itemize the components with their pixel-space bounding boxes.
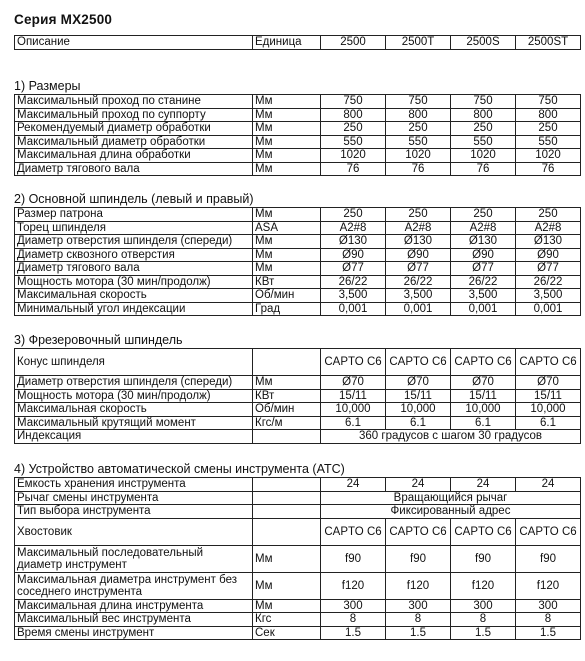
table-row: [15, 376, 581, 390]
row-value: 1.5: [516, 626, 581, 640]
row-value: f120: [386, 572, 451, 599]
row-value: f120: [321, 572, 386, 599]
row-unit: Об/мин: [253, 403, 321, 417]
row-value: 800: [516, 108, 581, 122]
table-row: [15, 491, 581, 505]
row-description: Минимальный угол индексации: [15, 302, 253, 316]
header-model: 2500ST: [516, 36, 581, 50]
table-row: [15, 208, 581, 222]
row-description: Размер патрона: [15, 208, 253, 222]
row-value: Ø90: [321, 248, 386, 262]
row-description: Рекомендуемый диаметр обработки: [15, 122, 253, 136]
row-description: Максимальный последовательный диаметр инструмент: [15, 545, 253, 572]
row-value: 8: [386, 613, 451, 627]
row-value: 8: [451, 613, 516, 627]
row-value: Ø70: [516, 376, 581, 390]
row-value: 0,001: [386, 302, 451, 316]
row-unit: Мм: [253, 149, 321, 163]
row-value: 26/22: [321, 275, 386, 289]
row-value: f90: [451, 545, 516, 572]
table-row: [15, 430, 581, 444]
header-description: Описание: [15, 36, 253, 50]
table-row: [15, 505, 581, 519]
table-row: [15, 248, 581, 262]
table-row: [15, 478, 581, 492]
row-description: Диаметр отверстия шпинделя (спереди): [15, 376, 253, 390]
table-row: [15, 613, 581, 627]
row-value: 550: [321, 135, 386, 149]
row-value: 300: [321, 599, 386, 613]
row-value: 250: [516, 122, 581, 136]
row-value: 750: [451, 95, 516, 109]
header-row: [15, 36, 581, 50]
row-description: Диаметр тягового вала: [15, 162, 253, 176]
row-value: 10,000: [516, 403, 581, 417]
row-value: 76: [451, 162, 516, 176]
row-unit: Мм: [253, 572, 321, 599]
row-value: CAPTO C6: [516, 518, 581, 545]
row-value: CAPTO C6: [451, 518, 516, 545]
row-description: Емкость хранения инструмента: [15, 478, 253, 492]
row-value: CAPTO C6: [451, 349, 516, 376]
row-value: A2#8: [516, 221, 581, 235]
row-value: f120: [451, 572, 516, 599]
row-value: 24: [321, 478, 386, 492]
table-row: [15, 95, 581, 109]
header-unit: Единица: [253, 36, 321, 50]
row-value: f90: [321, 545, 386, 572]
row-value: 800: [321, 108, 386, 122]
table-row: [15, 349, 581, 376]
row-value: A2#8: [386, 221, 451, 235]
row-value: 300: [516, 599, 581, 613]
row-description: Рычаг смены инструмента: [15, 491, 253, 505]
row-description: Диаметр тягового вала: [15, 262, 253, 276]
row-value: Ø70: [451, 376, 516, 390]
table-row: [15, 149, 581, 163]
table-row: [15, 302, 581, 316]
page-title: Серия МХ2500: [14, 12, 113, 27]
row-unit: Мм: [253, 135, 321, 149]
row-value: 26/22: [386, 275, 451, 289]
row-value: Ø77: [451, 262, 516, 276]
row-value: Ø70: [321, 376, 386, 390]
row-description: Максимальный крутящий момент: [15, 416, 253, 430]
row-value: 15/11: [451, 389, 516, 403]
row-value: 1020: [386, 149, 451, 163]
row-value: 24: [386, 478, 451, 492]
table-row: [15, 389, 581, 403]
row-unit: Мм: [253, 162, 321, 176]
row-description: Максимальная длина инструмента: [15, 599, 253, 613]
row-unit: Мм: [253, 208, 321, 222]
table-row: [15, 599, 581, 613]
row-value: 250: [386, 122, 451, 136]
row-value: 3,500: [321, 289, 386, 303]
spec-table-main-spindle: [14, 207, 581, 316]
row-value: 15/11: [321, 389, 386, 403]
row-value: 8: [516, 613, 581, 627]
row-value: CAPTO C6: [386, 349, 451, 376]
table-row: [15, 545, 581, 572]
table-row: [15, 626, 581, 640]
row-description: Время смены инструмент: [15, 626, 253, 640]
row-unit: Мм: [253, 545, 321, 572]
header-model: 2500S: [451, 36, 516, 50]
row-description: Максимальная диаметра инструмент без соседнего инструмента: [15, 572, 253, 599]
row-description: Тип выбора инструмента: [15, 505, 253, 519]
row-value: 8: [321, 613, 386, 627]
row-description: Максимальный проход по станине: [15, 95, 253, 109]
spec-header-table: [14, 35, 581, 50]
row-description: Диаметр отверстия шпинделя (спереди): [15, 235, 253, 249]
row-value: 76: [516, 162, 581, 176]
header-model: 2500: [321, 36, 386, 50]
row-value-span: 360 градусов с шагом 30 градусов: [321, 430, 581, 444]
row-value: A2#8: [451, 221, 516, 235]
row-value: 1020: [516, 149, 581, 163]
row-value: 750: [321, 95, 386, 109]
row-description: Мощность мотора (30 мин/продолж): [15, 275, 253, 289]
table-row: [15, 518, 581, 545]
row-value: 750: [516, 95, 581, 109]
row-description: Максимальный диаметр обработки: [15, 135, 253, 149]
row-value: f90: [516, 545, 581, 572]
row-value: Ø130: [451, 235, 516, 249]
row-description: Максимальная длина обработки: [15, 149, 253, 163]
row-unit: Об/мин: [253, 289, 321, 303]
row-unit: Мм: [253, 108, 321, 122]
row-value: 24: [451, 478, 516, 492]
row-unit: [253, 478, 321, 492]
row-description: Мощность мотора (30 мин/продолж): [15, 389, 253, 403]
row-unit: Мм: [253, 599, 321, 613]
row-description: Максимальный проход по суппорту: [15, 108, 253, 122]
row-value: 250: [321, 122, 386, 136]
row-value: 6.1: [451, 416, 516, 430]
row-value: 26/22: [516, 275, 581, 289]
row-value: 10,000: [451, 403, 516, 417]
row-unit: Град: [253, 302, 321, 316]
row-value: A2#8: [321, 221, 386, 235]
row-value: Ø130: [516, 235, 581, 249]
row-value: 800: [386, 108, 451, 122]
section-heading: 3) Фрезеровочный шпиндель: [14, 333, 183, 347]
row-unit: Мм: [253, 95, 321, 109]
row-unit: Мм: [253, 262, 321, 276]
row-value: 10,000: [321, 403, 386, 417]
table-row: [15, 122, 581, 136]
row-value: Ø77: [321, 262, 386, 276]
row-unit: Мм: [253, 248, 321, 262]
row-value: f90: [386, 545, 451, 572]
row-value-span: Вращающийся рычаг: [321, 491, 581, 505]
row-description: Хвостовик: [15, 518, 253, 545]
row-value: 6.1: [516, 416, 581, 430]
row-unit: КВт: [253, 389, 321, 403]
table-row: [15, 108, 581, 122]
table-row: [15, 162, 581, 176]
row-unit: [253, 430, 321, 444]
row-unit: Мм: [253, 122, 321, 136]
row-value: 0,001: [321, 302, 386, 316]
row-value: 76: [321, 162, 386, 176]
row-value: 250: [451, 122, 516, 136]
row-value: 250: [386, 208, 451, 222]
row-value: 76: [386, 162, 451, 176]
section-heading: 4) Устройство автоматической смены инструмента (ATC): [14, 462, 345, 476]
row-unit: Мм: [253, 376, 321, 390]
row-unit: ASA: [253, 221, 321, 235]
row-value: f120: [516, 572, 581, 599]
table-row: [15, 262, 581, 276]
row-value: CAPTO C6: [516, 349, 581, 376]
spec-table-dimensions: [14, 94, 581, 176]
row-unit: [253, 505, 321, 519]
row-value: 3,500: [386, 289, 451, 303]
row-value: 15/11: [516, 389, 581, 403]
row-value: 26/22: [451, 275, 516, 289]
row-value: 550: [516, 135, 581, 149]
row-value: Ø77: [386, 262, 451, 276]
row-value: 550: [451, 135, 516, 149]
row-value: 800: [451, 108, 516, 122]
spec-table-milling-spindle: [14, 348, 581, 444]
row-description: Максимальная скорость: [15, 289, 253, 303]
row-value: Ø70: [386, 376, 451, 390]
row-value: 1.5: [386, 626, 451, 640]
row-value: 24: [516, 478, 581, 492]
row-unit: [253, 518, 321, 545]
table-row: [15, 221, 581, 235]
row-unit: КВт: [253, 275, 321, 289]
row-value: 750: [386, 95, 451, 109]
row-value: Ø90: [516, 248, 581, 262]
header-model: 2500T: [386, 36, 451, 50]
row-value: CAPTO C6: [386, 518, 451, 545]
table-row: [15, 289, 581, 303]
row-value: 300: [386, 599, 451, 613]
row-unit: Кгс/м: [253, 416, 321, 430]
row-value: 15/11: [386, 389, 451, 403]
row-unit: Мм: [253, 235, 321, 249]
row-description: Торец шпинделя: [15, 221, 253, 235]
row-value-span: Фиксированный адрес: [321, 505, 581, 519]
row-value: 1.5: [321, 626, 386, 640]
row-value: 6.1: [321, 416, 386, 430]
section-heading: 1) Размеры: [14, 79, 81, 93]
table-row: [15, 572, 581, 599]
table-row: [15, 403, 581, 417]
table-row: [15, 235, 581, 249]
row-value: 3,500: [516, 289, 581, 303]
row-description: Диаметр сквозного отверстия: [15, 248, 253, 262]
row-value: Ø130: [386, 235, 451, 249]
row-value: Ø77: [516, 262, 581, 276]
spec-table-atc: [14, 477, 581, 640]
row-value: 0,001: [516, 302, 581, 316]
row-value: Ø90: [451, 248, 516, 262]
row-unit: [253, 491, 321, 505]
row-description: Максимальная скорость: [15, 403, 253, 417]
row-value: 300: [451, 599, 516, 613]
row-value: 250: [516, 208, 581, 222]
row-description: Максимальный вес инструмента: [15, 613, 253, 627]
row-value: CAPTO C6: [321, 349, 386, 376]
row-value: 250: [321, 208, 386, 222]
row-value: CAPTO C6: [321, 518, 386, 545]
row-value: 250: [451, 208, 516, 222]
row-value: 1020: [321, 149, 386, 163]
row-value: 1020: [451, 149, 516, 163]
row-value: 1.5: [451, 626, 516, 640]
row-unit: Кгс: [253, 613, 321, 627]
table-row: [15, 416, 581, 430]
row-value: 550: [386, 135, 451, 149]
row-value: Ø90: [386, 248, 451, 262]
row-description: Индексация: [15, 430, 253, 444]
table-row: [15, 135, 581, 149]
row-unit: Сек: [253, 626, 321, 640]
row-value: 6.1: [386, 416, 451, 430]
row-unit: [253, 349, 321, 376]
row-value: 0,001: [451, 302, 516, 316]
row-value: 10,000: [386, 403, 451, 417]
table-row: [15, 275, 581, 289]
row-value: Ø130: [321, 235, 386, 249]
section-heading: 2) Основной шпиндель (левый и правый): [14, 192, 254, 206]
row-description: Конус шпинделя: [15, 349, 253, 376]
row-value: 3,500: [451, 289, 516, 303]
